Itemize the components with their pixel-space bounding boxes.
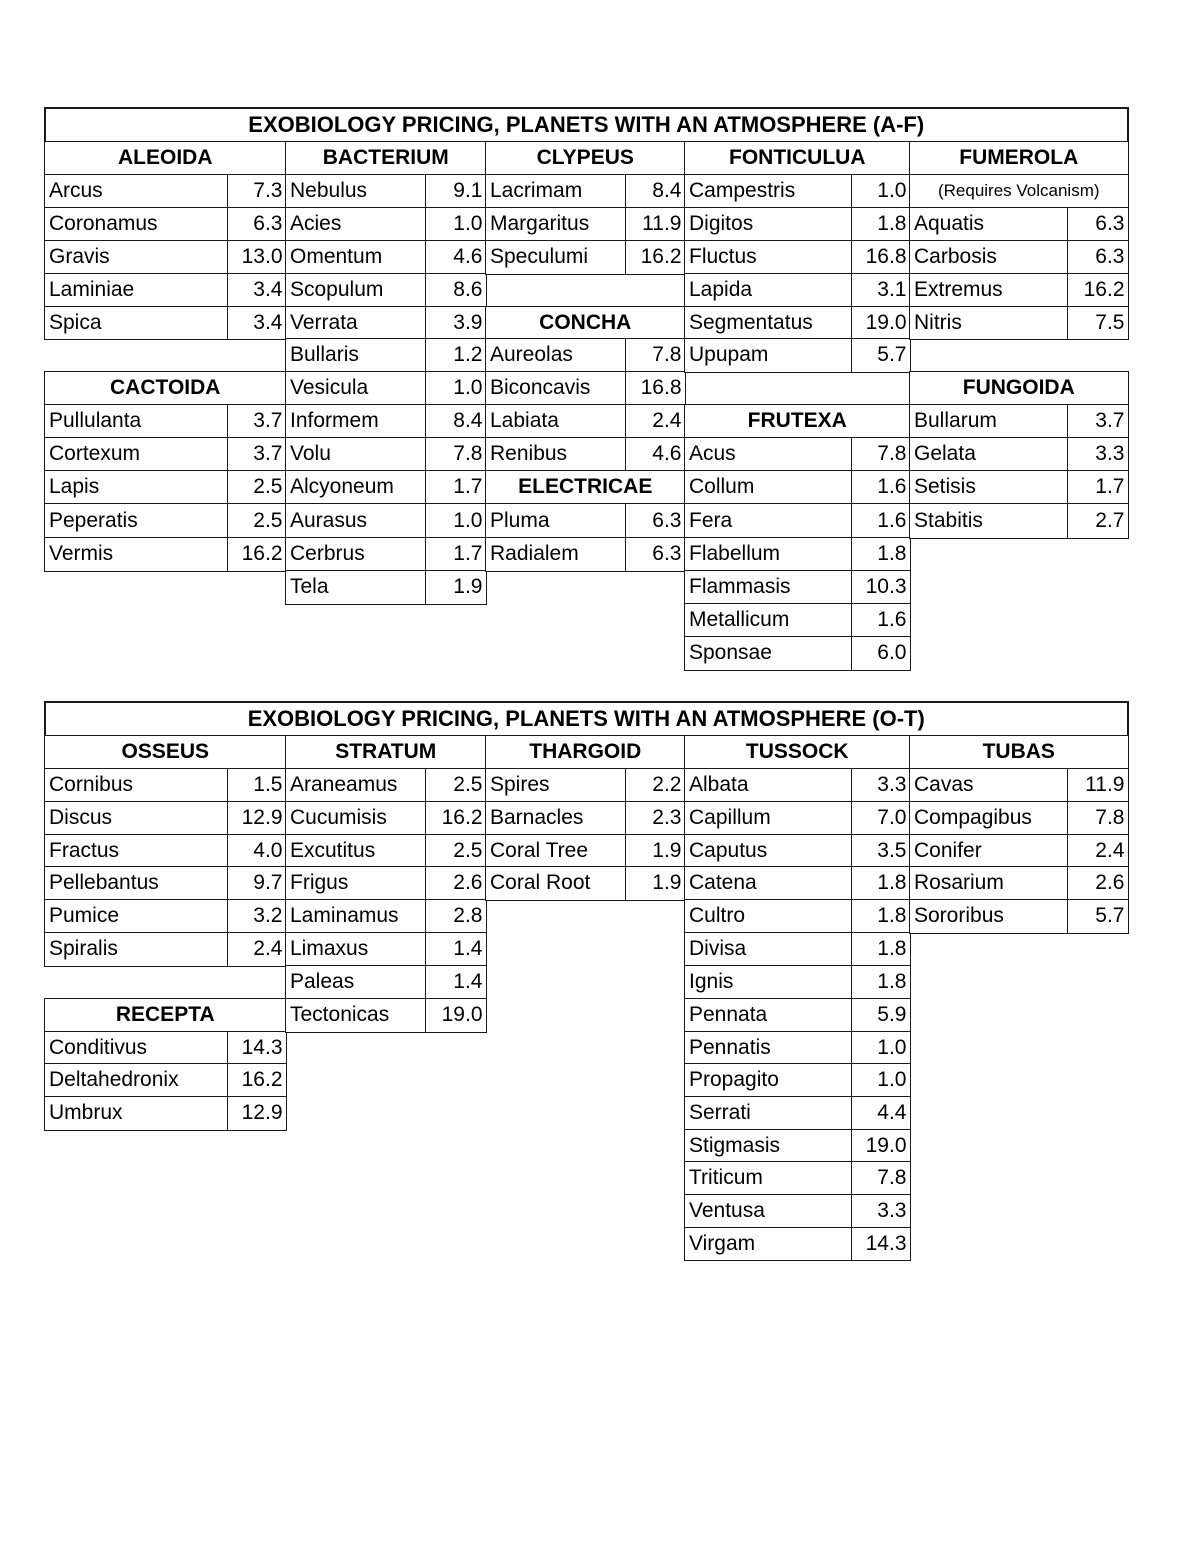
species-value: 5.7 bbox=[851, 338, 911, 373]
species-name: Fera bbox=[684, 503, 853, 539]
species-name: Spica bbox=[44, 306, 229, 340]
species-value: 6.3 bbox=[625, 537, 686, 572]
species-name: Spiralis bbox=[44, 932, 229, 967]
species-value: 1.0 bbox=[851, 1031, 911, 1065]
species-name: Pellebantus bbox=[44, 866, 229, 901]
species-value: 6.3 bbox=[625, 503, 686, 539]
species-name: Carbosis bbox=[909, 240, 1069, 275]
species-value: 1.9 bbox=[425, 570, 487, 605]
species-value: 4.6 bbox=[425, 240, 487, 275]
species-value: 3.7 bbox=[227, 404, 287, 439]
species-name: Bullaris bbox=[285, 338, 427, 373]
species-name: Tectonicas bbox=[285, 998, 427, 1033]
species-name: Flabellum bbox=[684, 537, 853, 572]
species-value: 16.2 bbox=[1067, 273, 1129, 308]
species-value: 2.7 bbox=[1067, 503, 1129, 539]
species-name: Speculumi bbox=[485, 240, 627, 275]
species-name: Digitos bbox=[684, 207, 853, 242]
species-name: Laminiae bbox=[44, 273, 229, 308]
species-name: Renibus bbox=[485, 437, 627, 472]
group-header: FRUTEXA bbox=[684, 404, 911, 439]
species-name: Pluma bbox=[485, 503, 627, 539]
species-value: 3.3 bbox=[1067, 437, 1129, 472]
species-name: Radialem bbox=[485, 537, 627, 572]
species-name: Conditivus bbox=[44, 1031, 229, 1065]
species-value: 4.4 bbox=[851, 1096, 911, 1131]
species-name: Araneamus bbox=[285, 768, 427, 803]
species-name: Biconcavis bbox=[485, 371, 627, 406]
species-value: 19.0 bbox=[851, 1129, 911, 1163]
species-value: 16.8 bbox=[851, 240, 911, 275]
species-value: 1.8 bbox=[851, 932, 911, 967]
species-value: 8.6 bbox=[425, 273, 487, 308]
species-name: Setisis bbox=[909, 470, 1069, 505]
species-name: Labiata bbox=[485, 404, 627, 439]
species-name: Frigus bbox=[285, 866, 427, 901]
species-name: Scopulum bbox=[285, 273, 427, 308]
species-name: Pennata bbox=[684, 998, 853, 1033]
species-name: Cerbrus bbox=[285, 537, 427, 572]
species-value: 7.8 bbox=[425, 437, 487, 472]
species-name: Cavas bbox=[909, 768, 1069, 803]
species-name: Discus bbox=[44, 801, 229, 836]
species-value: 14.3 bbox=[851, 1227, 911, 1261]
group-header: BACTERIUM bbox=[285, 141, 487, 176]
species-value: 3.3 bbox=[851, 1194, 911, 1229]
species-value: 7.3 bbox=[227, 174, 287, 209]
species-name: Divisa bbox=[684, 932, 853, 967]
species-value: 2.4 bbox=[227, 932, 287, 967]
species-value: 2.5 bbox=[425, 834, 487, 868]
species-value: 3.9 bbox=[425, 306, 487, 340]
species-value: 3.7 bbox=[1067, 404, 1129, 439]
species-name: Margaritus bbox=[485, 207, 627, 242]
species-value: 1.7 bbox=[1067, 470, 1129, 505]
species-name: Umbrux bbox=[44, 1096, 229, 1131]
species-name: Spires bbox=[485, 768, 627, 803]
species-value: 8.4 bbox=[425, 404, 487, 439]
species-value: 7.5 bbox=[1067, 306, 1129, 340]
species-name: Acus bbox=[684, 437, 853, 472]
species-name: Coronamus bbox=[44, 207, 229, 242]
species-name: Barnacles bbox=[485, 801, 627, 836]
group-header: THARGOID bbox=[485, 735, 686, 770]
species-name: Verrata bbox=[285, 306, 427, 340]
species-name: Triticum bbox=[684, 1161, 853, 1196]
species-name: Fluctus bbox=[684, 240, 853, 275]
species-name: Pumice bbox=[44, 899, 229, 934]
species-value: 1.5 bbox=[227, 768, 287, 803]
species-value: 1.4 bbox=[425, 965, 487, 1000]
species-value: 3.4 bbox=[227, 273, 287, 308]
species-name: Peperatis bbox=[44, 503, 229, 539]
species-name: Rosarium bbox=[909, 866, 1069, 901]
species-name: Alcyoneum bbox=[285, 470, 427, 505]
species-name: Bullarum bbox=[909, 404, 1069, 439]
species-name: Excutitus bbox=[285, 834, 427, 868]
species-name: Segmentatus bbox=[684, 306, 853, 340]
table-title: EXOBIOLOGY PRICING, PLANETS WITH AN ATMOSPHERE (A-F) bbox=[44, 107, 1129, 143]
species-value: 3.5 bbox=[851, 834, 911, 868]
species-name: Cucumisis bbox=[285, 801, 427, 836]
table-title: EXOBIOLOGY PRICING, PLANETS WITH AN ATMOSPHERE (O-T) bbox=[44, 701, 1129, 737]
species-name: Acies bbox=[285, 207, 427, 242]
species-value: 9.7 bbox=[227, 866, 287, 901]
species-value: 6.0 bbox=[851, 636, 911, 671]
species-name: Nitris bbox=[909, 306, 1069, 340]
species-value: 2.6 bbox=[1067, 866, 1129, 901]
group-header: CONCHA bbox=[485, 306, 686, 340]
species-value: 7.0 bbox=[851, 801, 911, 836]
species-name: Upupam bbox=[684, 338, 853, 373]
species-name: Aquatis bbox=[909, 207, 1069, 242]
species-name: Capillum bbox=[684, 801, 853, 836]
species-value: 2.5 bbox=[227, 470, 287, 505]
species-name: Conifer bbox=[909, 834, 1069, 868]
species-name: Cornibus bbox=[44, 768, 229, 803]
species-value: 3.3 bbox=[851, 768, 911, 803]
species-value: 1.6 bbox=[851, 603, 911, 638]
species-name: Gelata bbox=[909, 437, 1069, 472]
species-value: 2.5 bbox=[425, 768, 487, 803]
species-name: Coral Tree bbox=[485, 834, 627, 868]
species-value: 16.2 bbox=[625, 240, 686, 275]
species-value: 1.8 bbox=[851, 537, 911, 572]
species-name: Flammasis bbox=[684, 570, 853, 605]
species-name: Lapida bbox=[684, 273, 853, 308]
species-value: 7.8 bbox=[1067, 801, 1129, 836]
group-header: FUNGOIDA bbox=[909, 371, 1129, 406]
species-value: 7.8 bbox=[851, 1161, 911, 1196]
species-value: 1.4 bbox=[425, 932, 487, 967]
species-value: 1.0 bbox=[851, 1063, 911, 1098]
group-header: CACTOIDA bbox=[44, 371, 287, 406]
species-value: 2.2 bbox=[625, 768, 686, 803]
species-name: Sororibus bbox=[909, 899, 1069, 934]
species-value: 2.4 bbox=[1067, 834, 1129, 868]
species-value: 16.8 bbox=[625, 371, 686, 406]
species-value: 11.9 bbox=[625, 207, 686, 242]
species-name: Vesicula bbox=[285, 371, 427, 406]
species-value: 1.8 bbox=[851, 899, 911, 934]
species-value: 13.0 bbox=[227, 240, 287, 275]
species-name: Cultro bbox=[684, 899, 853, 934]
species-value: 2.6 bbox=[425, 866, 487, 901]
species-name: Fractus bbox=[44, 834, 229, 868]
species-value: 16.2 bbox=[227, 1063, 287, 1098]
species-value: 5.9 bbox=[851, 998, 911, 1033]
species-name: Omentum bbox=[285, 240, 427, 275]
species-value: 1.7 bbox=[425, 470, 487, 505]
species-name: Limaxus bbox=[285, 932, 427, 967]
species-value: 1.2 bbox=[425, 338, 487, 373]
species-value: 6.3 bbox=[227, 207, 287, 242]
species-value: 1.8 bbox=[851, 965, 911, 1000]
species-name: Aurasus bbox=[285, 503, 427, 539]
species-name: Extremus bbox=[909, 273, 1069, 308]
species-name: Albata bbox=[684, 768, 853, 803]
species-value: 10.3 bbox=[851, 570, 911, 605]
group-header: ELECTRICAE bbox=[485, 470, 686, 505]
species-value: 16.2 bbox=[425, 801, 487, 836]
species-value: 1.7 bbox=[425, 537, 487, 572]
group-header: FUMEROLA bbox=[909, 141, 1129, 176]
species-value: 1.0 bbox=[851, 174, 911, 209]
species-value: 8.4 bbox=[625, 174, 686, 209]
species-name: Aureolas bbox=[485, 338, 627, 373]
species-name: Stabitis bbox=[909, 503, 1069, 539]
species-name: Volu bbox=[285, 437, 427, 472]
group-header: TUBAS bbox=[909, 735, 1129, 770]
species-value: 6.3 bbox=[1067, 207, 1129, 242]
species-value: 6.3 bbox=[1067, 240, 1129, 275]
species-name: Arcus bbox=[44, 174, 229, 209]
group-header: CLYPEUS bbox=[485, 141, 686, 176]
species-value: 3.2 bbox=[227, 899, 287, 934]
species-value: 1.0 bbox=[425, 207, 487, 242]
group-header: ALEOIDA bbox=[44, 141, 287, 176]
species-value: 4.0 bbox=[227, 834, 287, 868]
species-name: Collum bbox=[684, 470, 853, 505]
species-value: 3.1 bbox=[851, 273, 911, 308]
species-name: Stigmasis bbox=[684, 1129, 853, 1163]
species-name: Ignis bbox=[684, 965, 853, 1000]
species-value: 3.4 bbox=[227, 306, 287, 340]
species-value: 1.9 bbox=[625, 834, 686, 868]
species-name: Laminamus bbox=[285, 899, 427, 934]
species-name: Tela bbox=[285, 570, 427, 605]
species-value: 19.0 bbox=[851, 306, 911, 340]
species-value: 2.8 bbox=[425, 899, 487, 934]
species-value: 12.9 bbox=[227, 1096, 287, 1131]
species-name: Metallicum bbox=[684, 603, 853, 638]
species-name: Paleas bbox=[285, 965, 427, 1000]
species-name: Lapis bbox=[44, 470, 229, 505]
species-value: 1.0 bbox=[425, 371, 487, 406]
species-name: Propagito bbox=[684, 1063, 853, 1098]
group-header: FONTICULUA bbox=[684, 141, 911, 176]
group-note: (Requires Volcanism) bbox=[909, 174, 1129, 209]
species-value: 1.9 bbox=[625, 866, 686, 901]
species-name: Nebulus bbox=[285, 174, 427, 209]
species-name: Cortexum bbox=[44, 437, 229, 472]
species-value: 1.6 bbox=[851, 503, 911, 539]
species-name: Campestris bbox=[684, 174, 853, 209]
species-value: 1.8 bbox=[851, 866, 911, 901]
species-value: 2.4 bbox=[625, 404, 686, 439]
species-name: Pennatis bbox=[684, 1031, 853, 1065]
species-value: 12.9 bbox=[227, 801, 287, 836]
species-value: 7.8 bbox=[851, 437, 911, 472]
group-header: OSSEUS bbox=[44, 735, 287, 770]
species-name: Gravis bbox=[44, 240, 229, 275]
species-value: 9.1 bbox=[425, 174, 487, 209]
species-name: Informem bbox=[285, 404, 427, 439]
species-name: Coral Root bbox=[485, 866, 627, 901]
species-value: 1.6 bbox=[851, 470, 911, 505]
species-name: Ventusa bbox=[684, 1194, 853, 1229]
species-name: Pullulanta bbox=[44, 404, 229, 439]
species-name: Lacrimam bbox=[485, 174, 627, 209]
species-value: 7.8 bbox=[625, 338, 686, 373]
species-value: 5.7 bbox=[1067, 899, 1129, 934]
species-value: 16.2 bbox=[227, 537, 287, 572]
species-value: 19.0 bbox=[425, 998, 487, 1033]
species-value: 2.5 bbox=[227, 503, 287, 539]
species-value: 1.0 bbox=[425, 503, 487, 539]
species-name: Catena bbox=[684, 866, 853, 901]
species-name: Vermis bbox=[44, 537, 229, 572]
species-value: 3.7 bbox=[227, 437, 287, 472]
species-name: Compagibus bbox=[909, 801, 1069, 836]
group-header: STRATUM bbox=[285, 735, 487, 770]
species-name: Deltahedronix bbox=[44, 1063, 229, 1098]
species-name: Serrati bbox=[684, 1096, 853, 1131]
species-name: Sponsae bbox=[684, 636, 853, 671]
species-value: 2.3 bbox=[625, 801, 686, 836]
species-value: 1.8 bbox=[851, 207, 911, 242]
species-name: Virgam bbox=[684, 1227, 853, 1261]
species-value: 4.6 bbox=[625, 437, 686, 472]
group-header: TUSSOCK bbox=[684, 735, 911, 770]
species-name: Caputus bbox=[684, 834, 853, 868]
species-value: 11.9 bbox=[1067, 768, 1129, 803]
species-value: 14.3 bbox=[227, 1031, 287, 1065]
group-header: RECEPTA bbox=[44, 998, 287, 1033]
